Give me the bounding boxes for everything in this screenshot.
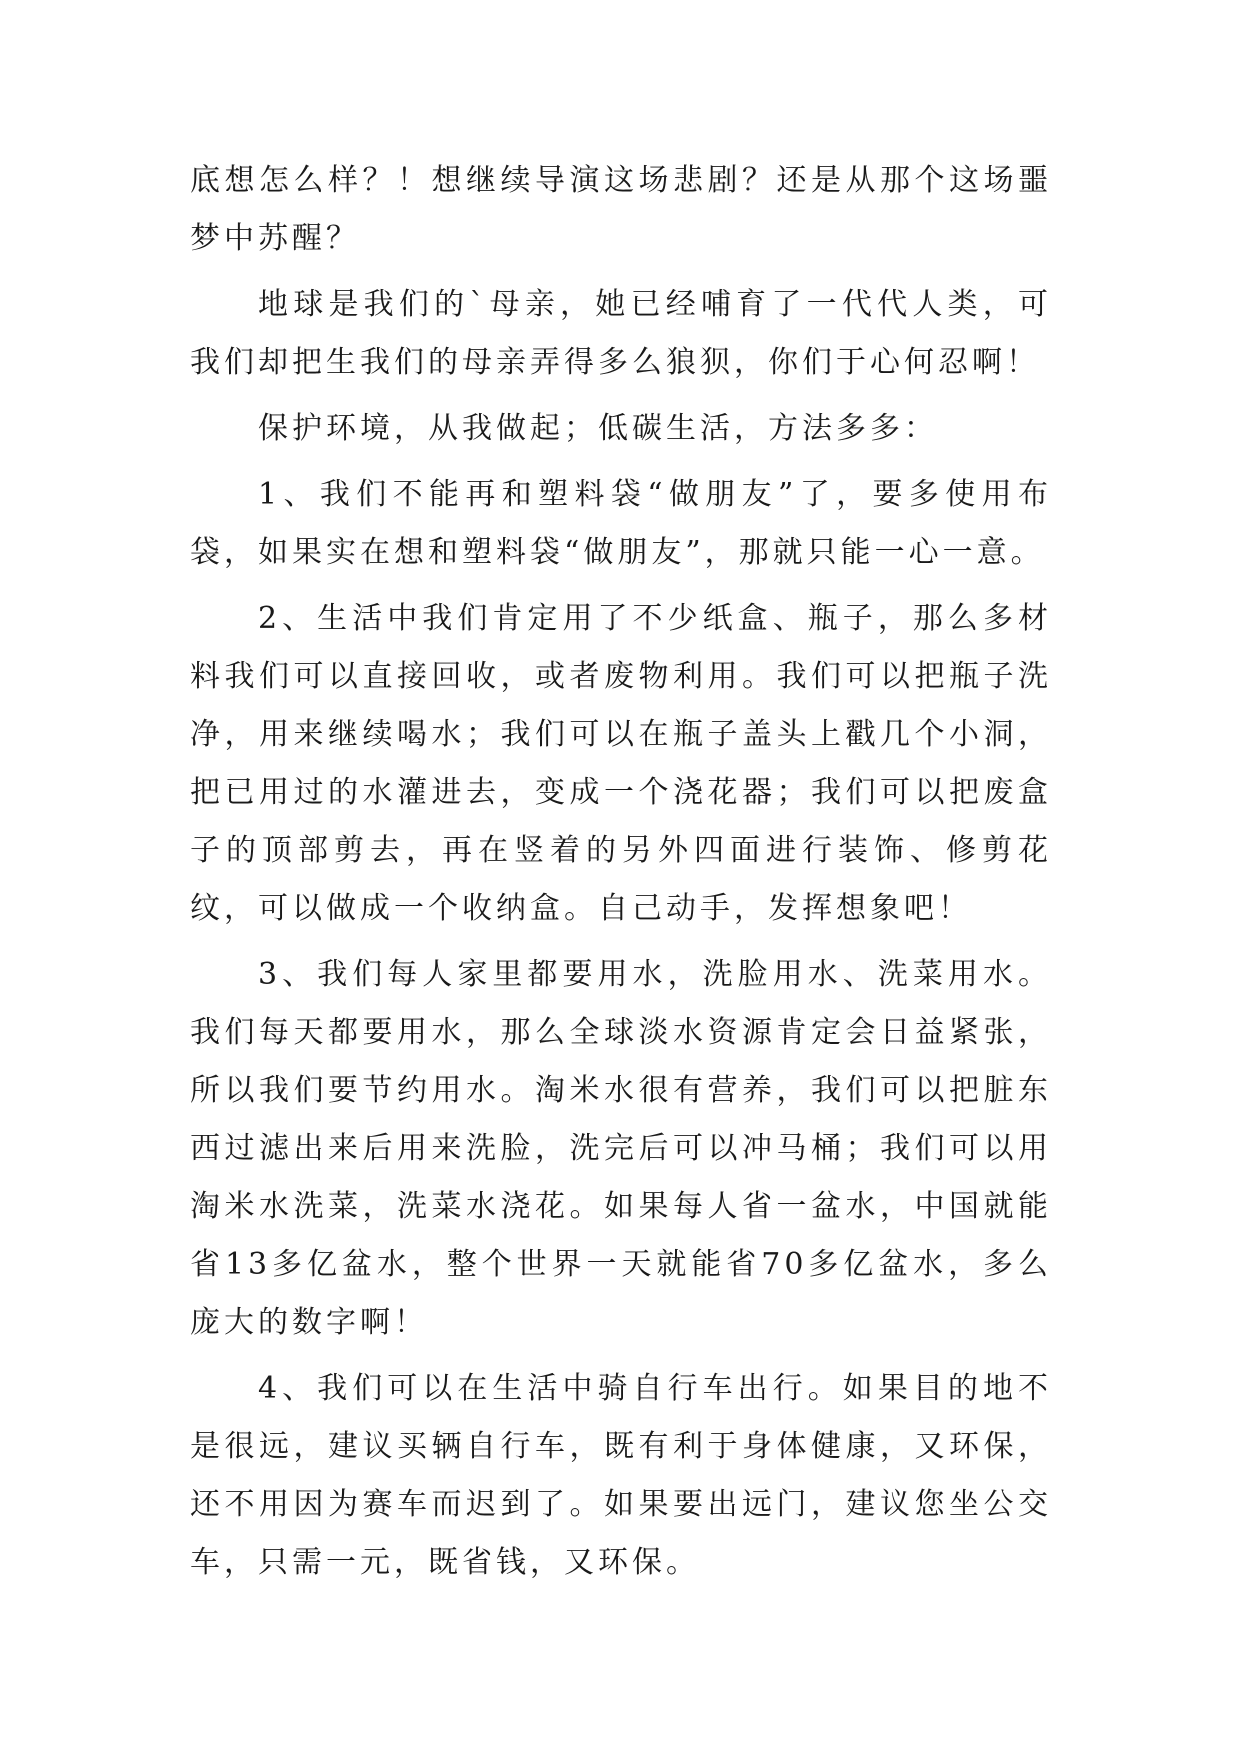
document-body xyxy=(190,152,1052,1592)
paragraph-item-1-plastic-bags: 1、我们不能再和塑料袋“做朋友”了，要多使用布袋，如果实在想和塑料袋“做朋友”，那就只能一心一意。 xyxy=(190,477,1052,570)
paragraph-item-4-cycling: 4、我们可以在生活中骑自行车出行。如果目的地不是很远，建议买辆自行车，既有利于身体健康，又环保，还不用因为赛车而迟到了。如果要出远门，建议您坐公交车，只需一元，既省钱，又环保。 xyxy=(190,1371,1052,1580)
paragraph-earth-mother: 地球是我们的`母亲，她已经哺育了一代代人类，可我们却把生我们的母亲弄得多么狼狈，你们于心何忍啊！ xyxy=(190,287,1052,380)
paragraph-low-carbon-intro: 保护环境，从我做起；低碳生活，方法多多： xyxy=(258,411,938,446)
paragraph-item-3-water: 3、我们每人家里都要用水，洗脸用水、洗菜用水。我们每天都要用水，那么全球淡水资源肯定会日益紧张，所以我们要节约用水。淘米水很有营养，我们可以把脏东西过滤出来后用来洗脸，洗完后可以冲马桶；我们可以用淘米水洗菜，洗菜水浇花。如果每人省一盆水，中国就能省13多亿盆水，整个世界一天就能省70多亿盆水，多么庞大的数字啊！ xyxy=(190,957,1052,1340)
paragraph-continuation: 底想怎么样？！想继续导演这场悲剧？还是从那个这场噩梦中苏醒？ xyxy=(190,163,1052,256)
paragraph-item-2-reuse: 2、生活中我们肯定用了不少纸盒、瓶子，那么多材料我们可以直接回收，或者废物利用。我们可以把瓶子洗净，用来继续喝水；我们可以在瓶子盖头上戳几个小洞，把已用过的水灌进去，变成一个浇花器；我们可以把废盒子的顶部剪去，再在竖着的另外四面进行装饰、修剪花纹，可以做成一个收纳盒。自己动手，发挥想象吧！ xyxy=(190,601,1052,926)
